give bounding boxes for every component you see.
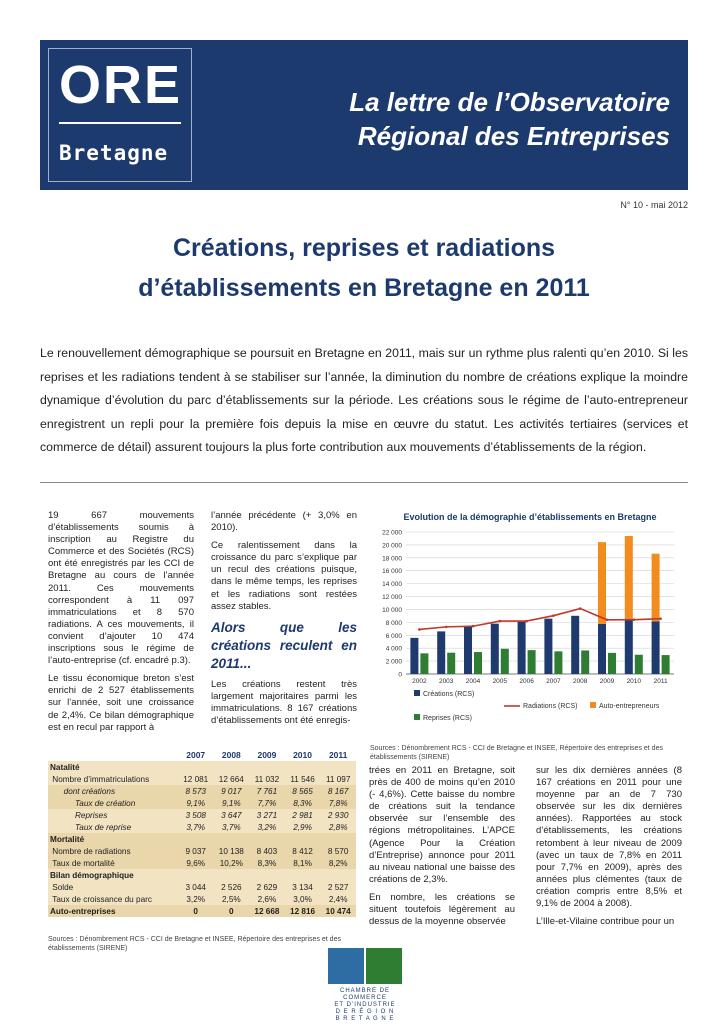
y-tick-label: 4 000 [385, 645, 402, 653]
table-cell: 2,4% [320, 893, 356, 905]
x-tick-label: 2005 [492, 678, 508, 685]
table-cell: 9,6% [178, 857, 214, 869]
table-cell: 8 167 [320, 785, 356, 797]
table-cell: 3,7% [178, 821, 214, 833]
table-cell: 2 930 [320, 809, 356, 821]
table-cell: 8 573 [178, 785, 214, 797]
x-tick-label: 2006 [519, 678, 534, 685]
bar-creations [544, 619, 552, 674]
col2-para2: Ce ralentissement dans la croissance du parc s’explique par un recul des créations puisque, dans le même temps, les reprises et les radiations sont restées assez stables. [211, 540, 357, 612]
col2-para1: l’année précédente (+ 3,0% en 2010). [211, 510, 357, 534]
table-cell: 8,2% [320, 857, 356, 869]
table-cell: 2,6% [249, 893, 285, 905]
bar-reprises [447, 653, 455, 674]
x-tick-label: 2010 [626, 678, 642, 685]
section-divider [40, 482, 688, 483]
x-tick-label: 2008 [572, 678, 588, 685]
table-row [48, 857, 356, 869]
table-cell: 9 017 [214, 785, 250, 797]
table-cell [249, 761, 285, 773]
bar-creations [518, 622, 526, 674]
bar-auto-entrepreneurs [598, 542, 606, 624]
table-row-label: Nombre d’immatriculations [48, 773, 178, 785]
bar-creations [464, 627, 472, 674]
page-title-line2: d’établissements en Bretagne en 2011 [138, 274, 590, 302]
y-tick-label: 8 000 [385, 619, 402, 627]
table-cell [214, 869, 250, 881]
bar-reprises [608, 653, 616, 674]
table-cell: 3 647 [214, 809, 250, 821]
table-cell: 2,5% [214, 893, 250, 905]
col3-para2: En nombre, les créations se situent toutefois légèrement au dessus de la moyenne observée [369, 891, 515, 928]
chart-source: Sources : Dénombrement RCS - CCI de Bretagne et INSEE, Répertoire des entreprises et des établissements (SIRENE) [370, 745, 663, 761]
y-tick-label: 6 000 [385, 632, 402, 640]
legend-swatch-auto-entrepreneurs [590, 702, 596, 708]
ore-logo [48, 48, 192, 182]
table-cell: 2,8% [320, 821, 356, 833]
table-cell [178, 761, 214, 773]
bar-reprises [581, 650, 589, 674]
table-row-label: Bilan démographique [48, 869, 178, 881]
cci-logo-text [328, 988, 402, 1023]
table-row [48, 797, 356, 809]
table-cell: 12 664 [214, 773, 250, 785]
y-tick-label: 20 000 [382, 542, 402, 550]
table-cell: 3,7% [214, 821, 250, 833]
table-row-label: Nombre de radiations [48, 845, 178, 857]
table-cell: 2 526 [214, 881, 250, 893]
table-row-label: Reprises [48, 809, 178, 821]
bar-creations [437, 631, 445, 674]
point-radiations [445, 626, 448, 629]
table-row-label: Solde [48, 881, 178, 893]
table-cell: 3,2% [249, 821, 285, 833]
table-cell: 2 981 [285, 809, 321, 821]
legend-label-radiations: Radiations (RCS) [523, 703, 578, 710]
header-banner [40, 40, 688, 190]
table-row [48, 869, 356, 881]
table-cell: 7,7% [249, 797, 285, 809]
y-tick-label: 16 000 [382, 568, 402, 576]
table-source: Sources : Dénombrement RCS - CCI de Bretagne et INSEE, Répertoire des entreprises et des établissements (SIRENE) [48, 936, 341, 952]
legend-swatch-creations [414, 690, 420, 696]
col1-para2: Le tissu économique breton s’est enrichi de 2 527 établissements sur l’année, soit une croissance de 2,4%. Ce bilan démographique est en recul par rapport à [48, 673, 194, 733]
demography-table [48, 749, 356, 917]
x-tick-label: 2002 [412, 678, 427, 685]
table-row [48, 845, 356, 857]
table-cell [285, 833, 321, 845]
col2-para3: Les créations restent très largement majoritaires parmi les immatriculations. 8 167 créations d’établissements ont été enregis- [211, 678, 357, 727]
table-cell: 10 474 [320, 905, 356, 917]
point-radiations [499, 620, 502, 623]
table-cell [285, 761, 321, 773]
table-row [48, 821, 356, 833]
bar-creations [491, 624, 499, 674]
bar-reprises [554, 651, 562, 674]
logo-bretagne-text: Bretagne [59, 141, 169, 165]
text-column-3 [369, 765, 515, 934]
table-cell: 3 271 [249, 809, 285, 821]
table-cell: 7,8% [320, 797, 356, 809]
table-header-blank [48, 749, 178, 761]
table-cell: 3,0% [285, 893, 321, 905]
table-row [48, 905, 356, 917]
legend-label-reprises: Reprises (RCS) [423, 715, 473, 722]
table-cell: 3 508 [178, 809, 214, 821]
table-cell [320, 761, 356, 773]
table-cell: 10,2% [214, 857, 250, 869]
table-cell [249, 869, 285, 881]
point-radiations [472, 625, 475, 628]
bar-creations [410, 638, 418, 674]
logo-ore-text: ORE [59, 55, 183, 115]
table-cell: 2,9% [285, 821, 321, 833]
table-cell: 0 [214, 905, 250, 917]
cci-logo-square [328, 948, 364, 984]
bar-reprises [501, 649, 509, 674]
newsletter-title [220, 85, 670, 153]
bar-auto-entrepreneurs [625, 536, 633, 619]
newsletter-title-line2: Régional des Entreprises [357, 121, 670, 151]
table-cell: 0 [178, 905, 214, 917]
bar-auto-entrepreneurs [652, 554, 660, 622]
table-row-label: Natalité [48, 761, 178, 773]
cci-logo [328, 948, 402, 1022]
pull-quote: Alors que les créations reculent en 2011... [211, 619, 357, 671]
table-header-year: 2010 [285, 749, 321, 761]
text-column-2 [211, 510, 357, 733]
bar-reprises [528, 650, 536, 674]
table-cell: 11 546 [285, 773, 321, 785]
table-cell [214, 833, 250, 845]
table-row [48, 833, 356, 845]
table-cell: 8 403 [249, 845, 285, 857]
table-cell: 11 032 [249, 773, 285, 785]
table-cell: 3,2% [178, 893, 214, 905]
table-cell: 8,3% [285, 797, 321, 809]
cci-line2: ET D’INDUSTRIE [334, 1002, 396, 1008]
y-tick-label: 10 000 [382, 606, 402, 614]
point-radiations [525, 620, 528, 623]
table-cell: 8 570 [320, 845, 356, 857]
legend-label-auto-entrepreneurs: Auto-entrepreneurs [599, 703, 660, 710]
legend-swatch-reprises [414, 714, 420, 720]
table-cell: 8,1% [285, 857, 321, 869]
page-title-line1: Créations, reprises et radiations [172, 234, 556, 262]
table-cell [285, 869, 321, 881]
table-cell: 9,1% [214, 797, 250, 809]
x-tick-label: 2011 [653, 678, 668, 685]
logo-divider [59, 122, 181, 124]
table-row-label: Mortalité [48, 833, 178, 845]
bar-creations [598, 624, 606, 674]
table-cell: 9,1% [178, 797, 214, 809]
table-row-label: Taux de croissance du parc [48, 893, 178, 905]
chart-title: Evolution de la démographie d’établissements en Bretagne [403, 512, 657, 522]
table-header-year: 2008 [214, 749, 250, 761]
table-row-label: Taux de mortalité [48, 857, 178, 869]
bar-reprises [635, 655, 643, 674]
table-header-year: 2009 [249, 749, 285, 761]
cci-logo-square [366, 948, 402, 984]
y-tick-label: 22 000 [382, 529, 402, 537]
point-radiations [579, 607, 582, 610]
y-tick-label: 18 000 [382, 555, 402, 563]
table-row-label: Auto-entreprises [48, 905, 178, 917]
table-cell [178, 869, 214, 881]
y-tick-label: 2 000 [385, 658, 402, 666]
issue-number: N° 10 - mai 2012 [620, 200, 688, 210]
point-radiations [606, 618, 609, 621]
table-cell: 3 134 [285, 881, 321, 893]
point-radiations [418, 628, 421, 631]
col3-para1: trées en 2011 en Bretagne, soit près de 400 de moins qu’en 2010 (- 4,6%). Cette baisse du nombre de créations suit la tendance observée sur l’ensemble des régions métropolitaines. L’APCE (Agence Pour la Création d’Entreprise) annonce pour 2011 au niveau national une baisse des créations de 2,3%. [369, 765, 515, 885]
table-cell: 12 816 [285, 905, 321, 917]
cci-line1: CHAMBRE DE COMMERCE [339, 988, 390, 1001]
point-radiations [659, 617, 662, 620]
table-cell: 10 138 [214, 845, 250, 857]
table-cell [214, 761, 250, 773]
legend-label-creations: Créations (RCS) [423, 691, 475, 698]
table-cell [320, 869, 356, 881]
cci-line3: D E R É G I O N [335, 1009, 395, 1015]
y-tick-label: 0 [398, 671, 402, 679]
page-title [40, 228, 688, 308]
x-tick-label: 2007 [546, 678, 561, 685]
demography-chart [368, 526, 684, 741]
table-row [48, 881, 356, 893]
table-row [48, 809, 356, 821]
table-header-year: 2011 [320, 749, 356, 761]
point-radiations [552, 614, 555, 617]
line-radiations [419, 609, 660, 630]
point-radiations [633, 618, 636, 621]
bar-reprises [420, 653, 428, 674]
table-cell: 8 565 [285, 785, 321, 797]
table-cell: 8,3% [249, 857, 285, 869]
x-tick-label: 2004 [465, 678, 481, 685]
x-tick-label: 2009 [599, 678, 615, 685]
table-row [48, 761, 356, 773]
y-tick-label: 14 000 [382, 581, 402, 589]
bar-creations [652, 621, 660, 674]
table-header-year: 2007 [178, 749, 214, 761]
bar-reprises [662, 655, 670, 674]
table-row [48, 785, 356, 797]
table-cell: 11 097 [320, 773, 356, 785]
table-row-label: dont créations [48, 785, 178, 797]
table-cell: 9 037 [178, 845, 214, 857]
table-cell [320, 833, 356, 845]
table-cell: 3 044 [178, 881, 214, 893]
table-row-label: Taux de création [48, 797, 178, 809]
table-cell: 2 527 [320, 881, 356, 893]
col1-para1: 19 667 mouvements d’établissements soumis à inscription au Registre du Commerce et des Sociétés (RCS) ont été enregistrés par les CCI de Bretagne au cours de l’année 2011. Ces mouvements correspondent à 11 097 immatriculations et 8 570 radiations. A ces mouvements, il convient d’ajouter 10 474 inscriptions sous le régime de l’auto-entreprise (cf. encadré p.3). [48, 510, 194, 667]
table-cell: 2 629 [249, 881, 285, 893]
table-row [48, 893, 356, 905]
col4-para2: L’Ille-et-Vilaine contribue pour un [536, 916, 675, 928]
table-cell [249, 833, 285, 845]
intro-paragraph: Le renouvellement démographique se poursuit en Bretagne en 2011, mais sur un rythme plus ralenti qu’en 2010. Si les reprises et les radiations tendent à se stabiliser sur l’année, la diminution du nombre de créations explique la moindre dynamique d’évolution du parc d’établissements sur la période. Les créations sous le régime de l’auto-entrepreneur enregistrent un repli pour la première fois depuis la mise en œuvre du statut. Les activités tertiaires (services et commerce de détail) assurent toujours la plus forte contribution aux mouvements d’établissements de la région. [40, 346, 688, 454]
table-cell [178, 833, 214, 845]
table-cell: 12 668 [249, 905, 285, 917]
cci-line4: B R E T A G N E [335, 1016, 395, 1022]
x-tick-label: 2003 [438, 678, 454, 685]
col4-para1: sur les dix dernières années (8 167 créations en 2011 pour une moyenne par an de 7 730 observée sur les dix dernières années). Rapportées au stock d’établissements, les créations retombent à leur niveau de 2009 (avec un taux de 7,8% en 2011 pour 7,7% en 2009), après des années plus clémentes (taux de création compris entre 8,5% et 9,1% de 2004 à 2008). [536, 765, 682, 910]
table-cell: 7 761 [249, 785, 285, 797]
table-row [48, 773, 356, 785]
bar-reprises [474, 652, 482, 674]
text-column-4 [536, 765, 682, 934]
bar-creations [571, 616, 579, 674]
table-cell: 12 081 [178, 773, 214, 785]
table-row-label: Taux de reprise [48, 821, 178, 833]
bar-creations [625, 619, 633, 674]
y-tick-label: 12 000 [382, 594, 402, 602]
text-column-1 [48, 510, 194, 740]
table-cell: 8 412 [285, 845, 321, 857]
table-header-row [48, 749, 356, 761]
newsletter-title-line1: La lettre de l’Observatoire [349, 87, 670, 117]
